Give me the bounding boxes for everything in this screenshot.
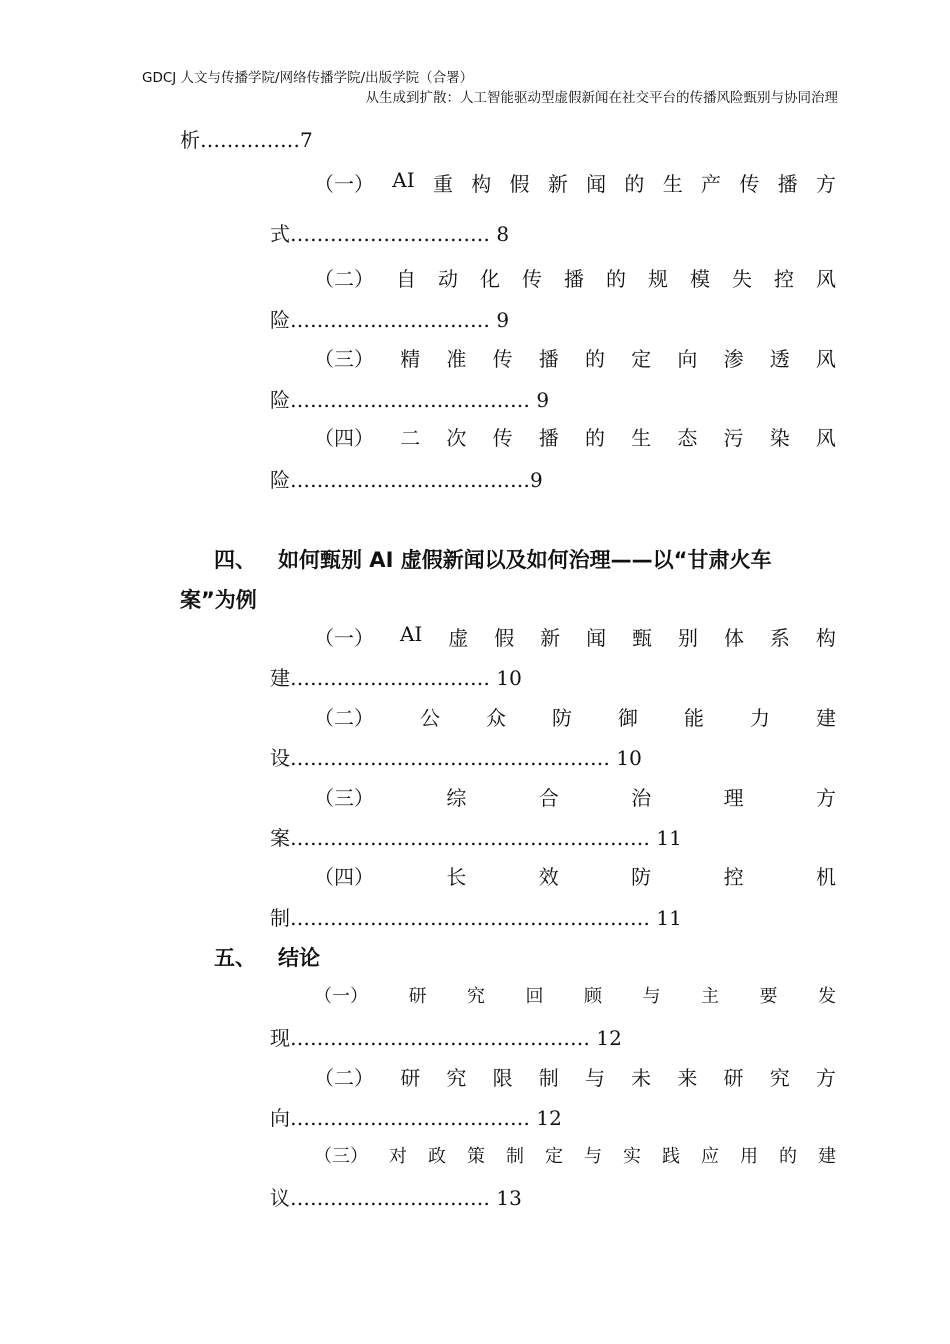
section-3-item-4-char: 染: [769, 426, 790, 450]
section-3-item-1-char: 播: [777, 172, 798, 196]
section-5-item-3-char: 制: [506, 1146, 524, 1167]
section-4-item-4-title: [314, 861, 836, 890]
section-4-item-3-char: 方: [815, 786, 836, 810]
section-4-item-2-char: 建: [816, 706, 836, 730]
section-5-item-3-char: 应: [701, 1146, 719, 1167]
section-5-item-2-page-line: 向……………………………… 12: [270, 1106, 562, 1130]
section-5-item-2-char: 制: [538, 1066, 559, 1090]
section-3-item-2-char: 的: [606, 267, 626, 291]
section-3-item-2-page-line: 险………………………… 9: [270, 308, 510, 332]
section-5-item-3-char: 建: [818, 1146, 836, 1167]
section-4-item-3-char: 治: [631, 786, 652, 810]
section-4-item-1-title: [314, 622, 836, 651]
section-4-item-4-char: 长: [446, 865, 467, 889]
section-5-item-3-char: 践: [662, 1146, 680, 1167]
section-3-item-1-char: 假: [509, 172, 530, 196]
section-5-item-3-char: 策: [467, 1146, 485, 1167]
section-3-item-4-char: 播: [538, 426, 559, 450]
section-3-item-3-char: 播: [538, 347, 559, 371]
section-4-item-2-page-line: 设………………………………………… 10: [270, 746, 642, 770]
section-4-item-2-char: 众: [486, 706, 506, 730]
section-3-item-3-char: 向: [677, 347, 698, 371]
section-3-item-3-title: [314, 343, 836, 372]
section-4-item-2-char: 能: [684, 706, 704, 730]
section-3-item-3-page-line: 险……………………………… 9: [270, 388, 550, 412]
section-3-item-2-char: 化: [480, 267, 500, 291]
section-4-item-1-char: 闻: [586, 626, 607, 650]
section-5-item-2-title: [314, 1062, 836, 1091]
section-3-item-2-char: 控: [774, 267, 794, 291]
section-4-title-line1: 如何甄别 AI 虚假新闻以及如何治理——以“甘肃火车: [278, 548, 772, 572]
section-4-item-2-char: （二）: [314, 706, 374, 730]
section-4-item-1-char: 体: [723, 626, 744, 650]
section-3-item-1-char: 新: [547, 172, 568, 196]
section-5-item-1-char: （一）: [314, 986, 368, 1007]
section-3-item-4-page-line: 险………………………………9: [270, 468, 543, 492]
section-5-item-3-char: （三）: [314, 1146, 368, 1167]
section-5-item-1-char: 顾: [584, 986, 602, 1007]
section-3-item-4-char: 风: [815, 426, 836, 450]
section-4-item-1-char: 虚: [448, 626, 469, 650]
section-5-item-2-char: （二）: [314, 1066, 374, 1090]
section-3-item-3-char: 的: [584, 347, 605, 371]
section-3-item-4-char: 态: [677, 426, 698, 450]
section-4-item-1-char: AI: [399, 622, 423, 646]
section-3-item-4-char: 传: [492, 426, 513, 450]
section-5-title: 结论: [278, 946, 320, 970]
section-3-item-2-char: （二）: [314, 267, 374, 291]
section-3-item-2-char: 自: [396, 267, 416, 291]
section-5-item-2-char: 研: [400, 1066, 421, 1090]
section-5-item-1-page-line: 现……………………………………… 12: [270, 1026, 622, 1050]
section-4-item-1-char: 假: [494, 626, 515, 650]
section-3-item-4-char: 生: [631, 426, 652, 450]
section-5-item-1-char: 与: [642, 986, 661, 1007]
section-3-item-4-char: 次: [446, 426, 467, 450]
section-3-item-1-char: 重: [432, 172, 453, 196]
section-4-item-4-char: 效: [538, 865, 559, 889]
section-5-item-3-char: 定: [545, 1146, 563, 1167]
section-3-item-1-char: AI: [392, 168, 415, 192]
toc-continuation-text: 析……………7: [180, 128, 313, 152]
section-3-item-3-char: （三）: [314, 347, 374, 371]
section-3-item-2-title: [314, 263, 836, 292]
section-3-item-4-char: 污: [723, 426, 744, 450]
header-line-2: 从生成到扩散：人工智能驱动型虚假新闻在社交平台的传播风险甄别与协同治理: [365, 90, 838, 106]
section-3-item-3-char: 透: [769, 347, 790, 371]
section-3-item-2-char: 规: [648, 267, 668, 291]
section-5-item-3-page-line: 议………………………… 13: [270, 1186, 522, 1210]
section-4-item-2-char: 防: [552, 706, 572, 730]
section-4-item-3-char: （三）: [314, 786, 374, 810]
section-4-item-2-char: 公: [420, 706, 440, 730]
section-3-item-3-char: 精: [400, 347, 421, 371]
section-4-item-1-char: 构: [815, 626, 836, 650]
section-4-item-1-char: （一）: [314, 626, 374, 650]
section-5-item-2-char: 来: [677, 1066, 698, 1090]
section-3-item-3-char: 传: [492, 347, 513, 371]
section-5-item-3-char: 对: [389, 1146, 407, 1167]
section-5-item-1-char: 发: [818, 986, 836, 1007]
section-4-item-3-char: 合: [538, 786, 559, 810]
section-3-item-2-char: 失: [732, 267, 752, 291]
section-3-item-3-char: 定: [631, 347, 652, 371]
section-3-item-1-char: 产: [701, 172, 722, 196]
section-4-item-3-char: 理: [723, 786, 744, 810]
section-4-item-4-char: （四）: [314, 865, 374, 889]
header-line-1: GDCJ 人文与传播学院/网络传播学院/出版学院（合署）: [142, 70, 474, 86]
section-4-item-1-char: 甄: [632, 626, 653, 650]
section-3-item-2-char: 传: [522, 267, 542, 291]
section-3-item-1-title: [314, 168, 836, 197]
section-5-number: 五、: [214, 946, 256, 970]
section-5-item-3-char: 与: [584, 1146, 602, 1167]
toc-continuation: [180, 124, 313, 153]
section-5-item-2-char: 研: [723, 1066, 744, 1090]
section-5-item-1-char: 究: [467, 986, 485, 1007]
section-3-item-1-char: 方: [815, 172, 836, 196]
section-4-item-1-page-line: 建………………………… 10: [270, 666, 522, 690]
section-4-item-3-title: [314, 782, 836, 811]
section-3-item-1-char: （一）: [314, 172, 374, 196]
section-4-title-line2: 案”为例: [180, 588, 257, 612]
section-3-item-1-char: 闻: [586, 172, 607, 196]
section-5-item-2-char: 限: [492, 1066, 513, 1090]
section-3-item-4-char: 的: [584, 426, 605, 450]
section-5-item-3-char: 政: [428, 1146, 446, 1167]
section-4-item-2-title: [314, 702, 836, 731]
section-4-item-4-char: 控: [723, 865, 744, 889]
section-5-item-2-char: 究: [446, 1066, 467, 1090]
section-4-item-1-char: 新: [540, 626, 561, 650]
section-4-item-1-char: 系: [769, 626, 790, 650]
section-3-item-1-char: 的: [624, 172, 645, 196]
section-4-item-2-char: 御: [618, 706, 638, 730]
section-4-number: 四、: [214, 548, 256, 572]
section-5-item-3-title: [314, 1142, 836, 1168]
section-5-item-1-char: 回: [525, 986, 544, 1007]
section-3-item-2-char: 模: [690, 267, 710, 291]
section-3-item-3-char: 准: [446, 347, 467, 371]
section-3-item-2-char: 风: [816, 267, 836, 291]
section-3-item-3-char: 渗: [723, 347, 744, 371]
section-5-item-2-char: 与: [584, 1066, 605, 1090]
section-3-item-4-title: [314, 422, 836, 451]
section-5-item-3-char: 用: [740, 1146, 758, 1167]
section-4-item-3-page-line: 案……………………………………………… 11: [270, 826, 682, 850]
section-4-item-1-char: 别: [678, 626, 699, 650]
section-5-item-2-char: 究: [769, 1066, 790, 1090]
section-5-item-3-char: 的: [779, 1146, 797, 1167]
section-4-item-3-char: 综: [446, 786, 467, 810]
section-5-item-2-char: 未: [631, 1066, 652, 1090]
section-4-item-4-page-line: 制……………………………………………… 11: [270, 906, 682, 930]
section-5-item-3-char: 实: [623, 1146, 641, 1167]
section-3-item-1-char: 构: [471, 172, 492, 196]
section-5-item-1-char: 研: [408, 986, 427, 1007]
section-5-item-2-char: 方: [815, 1066, 836, 1090]
section-3-item-1-page-line: 式………………………… 8: [270, 222, 510, 246]
section-3-item-4-char: （四）: [314, 426, 374, 450]
section-5-item-1-char: 要: [759, 986, 778, 1007]
section-3-item-1-char: 生: [662, 172, 683, 196]
section-3-item-2-char: 播: [564, 267, 584, 291]
section-3-item-3-char: 风: [815, 347, 836, 371]
section-5-item-1-char: 主: [701, 986, 719, 1007]
section-4-item-4-char: 机: [815, 865, 836, 889]
section-4-item-4-char: 防: [631, 865, 652, 889]
section-3-item-2-char: 动: [438, 267, 458, 291]
section-3-item-1-char: 传: [739, 172, 760, 196]
section-3-item-4-char: 二: [400, 426, 421, 450]
section-5-item-1-title: [314, 982, 836, 1008]
section-4-item-2-char: 力: [750, 706, 770, 730]
